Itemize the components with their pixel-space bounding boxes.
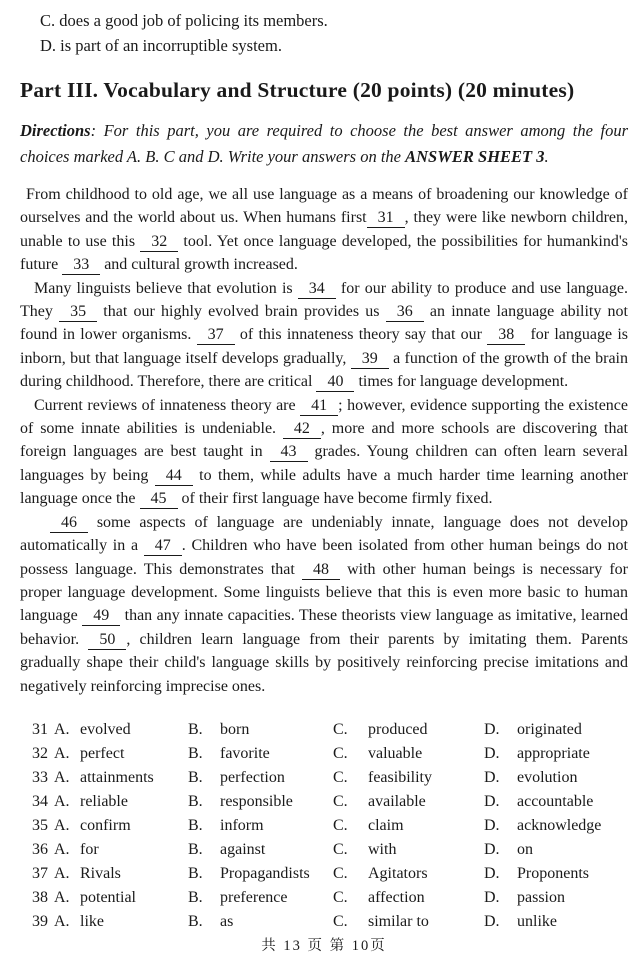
option-text-c: Agitators <box>368 864 428 882</box>
cloze-blank-32: 32 <box>140 232 178 252</box>
option-letter-d: D. <box>484 744 500 762</box>
option-text-d: accountable <box>517 792 594 810</box>
option-letter-c: C. <box>333 912 348 930</box>
option-text-d: on <box>517 840 533 858</box>
option-letter-c: C. <box>333 768 348 786</box>
option-letter-c: C. <box>333 744 348 762</box>
option-text-c: valuable <box>368 744 423 762</box>
option-text-c: feasibility <box>368 768 432 786</box>
option-letter-c: C. <box>333 864 348 882</box>
option-letter-b: B. <box>188 864 203 882</box>
cloze-passage <box>20 183 628 698</box>
cloze-blank-45: 45 <box>140 489 178 509</box>
options-table <box>20 718 628 934</box>
option-letter-b: B. <box>188 744 203 762</box>
option-letter-a: A. <box>54 768 70 786</box>
option-row-37 <box>32 862 628 886</box>
option-text-b: Propagandists <box>220 864 310 882</box>
option-text-a: for <box>80 840 99 858</box>
option-text-b: born <box>220 720 250 738</box>
option-letter-d: D. <box>484 864 500 882</box>
option-letter-d: D. <box>484 912 500 930</box>
option-letter-a: A. <box>54 864 70 882</box>
option-letter-b: B. <box>188 840 203 858</box>
question-number: 31 <box>32 720 48 738</box>
directions-tail: . <box>544 147 549 166</box>
option-letter-d: D. <box>484 816 500 834</box>
cloze-blank-35: 35 <box>59 302 97 322</box>
option-text-b: responsible <box>220 792 293 810</box>
option-text-c: affection <box>368 888 425 906</box>
question-number: 36 <box>32 840 48 858</box>
option-text-a: potential <box>80 888 136 906</box>
option-letter-a: A. <box>54 720 70 738</box>
option-text-d: acknowledge <box>517 816 602 834</box>
cloze-blank-37: 37 <box>197 325 235 345</box>
prev-option-d: D. is part of an incorruptible system. <box>40 36 282 55</box>
option-letter-c: C. <box>333 720 348 738</box>
cloze-blank-43: 43 <box>270 442 308 462</box>
passage-paragraph: Current reviews of innateness theory are 41 ; however, evidence supporting the existence of some innate abilities is undeniable. 42 , more and more schools are discovering that foreign languages are best taught in 43 grades. Young children can often learn several languages by being 44 to them, while adults have a much harder time learning another language once the 45 of their first language have become firmly fixed. <box>20 396 629 508</box>
option-letter-b: B. <box>188 720 203 738</box>
option-text-c: produced <box>368 720 428 738</box>
option-row-38 <box>32 886 628 910</box>
option-text-b: preference <box>220 888 288 906</box>
option-letter-b: B. <box>188 888 203 906</box>
option-letter-c: C. <box>333 888 348 906</box>
option-text-c: claim <box>368 816 404 834</box>
part-heading: Part III. Vocabulary and Structure (20 points) (20 minutes) <box>20 78 575 102</box>
cloze-blank-38: 38 <box>487 325 525 345</box>
previous-question-options <box>40 8 628 58</box>
option-letter-a: A. <box>54 840 70 858</box>
option-text-b: perfection <box>220 768 285 786</box>
passage-paragraph: Many linguists believe that evolution is 34 for our ability to produce and use language. They 35 that our highly evolved brain provides us 36 an innate language ability not found in lower organisms. 37 of this innateness theory say that our 38 for language is inborn, but that language itself develops gradually, 39 a function of the growth of the brain during childhood. Therefore, there are critical 40 times for language development. <box>20 279 629 391</box>
prev-option-c: C. does a good job of policing its members. <box>40 11 328 30</box>
option-row-31 <box>32 718 628 742</box>
option-row-39 <box>32 910 628 934</box>
question-number: 33 <box>32 768 48 786</box>
option-row-33 <box>32 766 628 790</box>
cloze-blank-34: 34 <box>298 279 336 299</box>
option-letter-c: C. <box>333 816 348 834</box>
answer-sheet-ref: ANSWER SHEET 3 <box>405 147 545 166</box>
option-text-c: similar to <box>368 912 429 930</box>
directions <box>20 118 628 170</box>
option-text-d: unlike <box>517 912 557 930</box>
cloze-blank-40: 40 <box>316 372 354 392</box>
option-row-36 <box>32 838 628 862</box>
option-letter-a: A. <box>54 744 70 762</box>
question-number: 32 <box>32 744 48 762</box>
option-text-a: perfect <box>80 744 125 762</box>
cloze-blank-36: 36 <box>386 302 424 322</box>
passage-paragraph: From childhood to old age, we all use language as a means of broadening our knowledge of ourselves and the world about us. When humans first 31 , they were like newborn children, unable to use this 32 tool. Yet once language developed, the possibilities for humankind's future 33 and cultural growth increased. <box>20 186 629 274</box>
option-letter-b: B. <box>188 768 203 786</box>
directions-label: Directions <box>20 121 91 140</box>
option-letter-b: B. <box>188 792 203 810</box>
option-row-34 <box>32 790 628 814</box>
cloze-blank-46: 46 <box>50 513 88 533</box>
option-text-a: attainments <box>80 768 154 786</box>
option-letter-d: D. <box>484 768 500 786</box>
cloze-blank-39: 39 <box>351 349 389 369</box>
page-footer: 共 13 页 第 10页 <box>261 937 387 954</box>
cloze-blank-50: 50 <box>88 630 126 650</box>
option-letter-d: D. <box>484 888 500 906</box>
question-number: 37 <box>32 864 48 882</box>
option-text-b: as <box>220 912 234 930</box>
option-letter-c: C. <box>333 792 348 810</box>
option-text-a: confirm <box>80 816 131 834</box>
passage-paragraph: 46 some aspects of language are undeniably innate, language does not develop automatically in a 47 . Children who have been isolated from other human beings do not possess language. This demonstrates that 48 with other human beings is necessary for proper language development. Some linguists believe that this is even more basic to human language 49 than any innate capacities. These theorists view language as imitative, learned behavior. 50 , children learn language from their parents by imitating them. Parents gradually shape their child's language skills by positively reinforcing precise imitations and negatively reinforcing imprecise ones. <box>20 513 629 695</box>
option-text-d: passion <box>517 888 565 906</box>
option-letter-a: A. <box>54 888 70 906</box>
cloze-blank-41: 41 <box>300 396 338 416</box>
option-letter-d: D. <box>484 792 500 810</box>
option-letter-d: D. <box>484 720 500 738</box>
option-text-a: evolved <box>80 720 131 738</box>
option-letter-a: A. <box>54 816 70 834</box>
option-text-b: favorite <box>220 744 270 762</box>
option-letter-b: B. <box>188 816 203 834</box>
cloze-blank-31: 31 <box>367 208 405 228</box>
question-number: 35 <box>32 816 48 834</box>
cloze-blank-44: 44 <box>155 466 193 486</box>
option-text-d: Proponents <box>517 864 589 882</box>
option-text-a: like <box>80 912 104 930</box>
option-text-d: appropriate <box>517 744 590 762</box>
cloze-blank-49: 49 <box>82 606 120 626</box>
cloze-blank-42: 42 <box>283 419 321 439</box>
option-letter-a: A. <box>54 792 70 810</box>
option-text-d: originated <box>517 720 582 738</box>
option-letter-b: B. <box>188 912 203 930</box>
question-number: 39 <box>32 912 48 930</box>
option-text-d: evolution <box>517 768 578 786</box>
directions-body: : For this part, you are required to choose the best answer among the four choices marked A. B. C and D. Write your answers on the <box>20 121 628 166</box>
option-letter-d: D. <box>484 840 500 858</box>
question-number: 34 <box>32 792 48 810</box>
cloze-blank-33: 33 <box>62 255 100 275</box>
cloze-blank-47: 47 <box>144 536 182 556</box>
option-text-a: Rivals <box>80 864 121 882</box>
option-letter-a: A. <box>54 912 70 930</box>
option-text-b: inform <box>220 816 264 834</box>
option-text-c: available <box>368 792 426 810</box>
option-text-a: reliable <box>80 792 128 810</box>
option-text-b: against <box>220 840 266 858</box>
option-letter-c: C. <box>333 840 348 858</box>
question-number: 38 <box>32 888 48 906</box>
option-row-32 <box>32 742 628 766</box>
option-text-c: with <box>368 840 397 858</box>
cloze-blank-48: 48 <box>302 560 340 580</box>
option-row-35 <box>32 814 628 838</box>
